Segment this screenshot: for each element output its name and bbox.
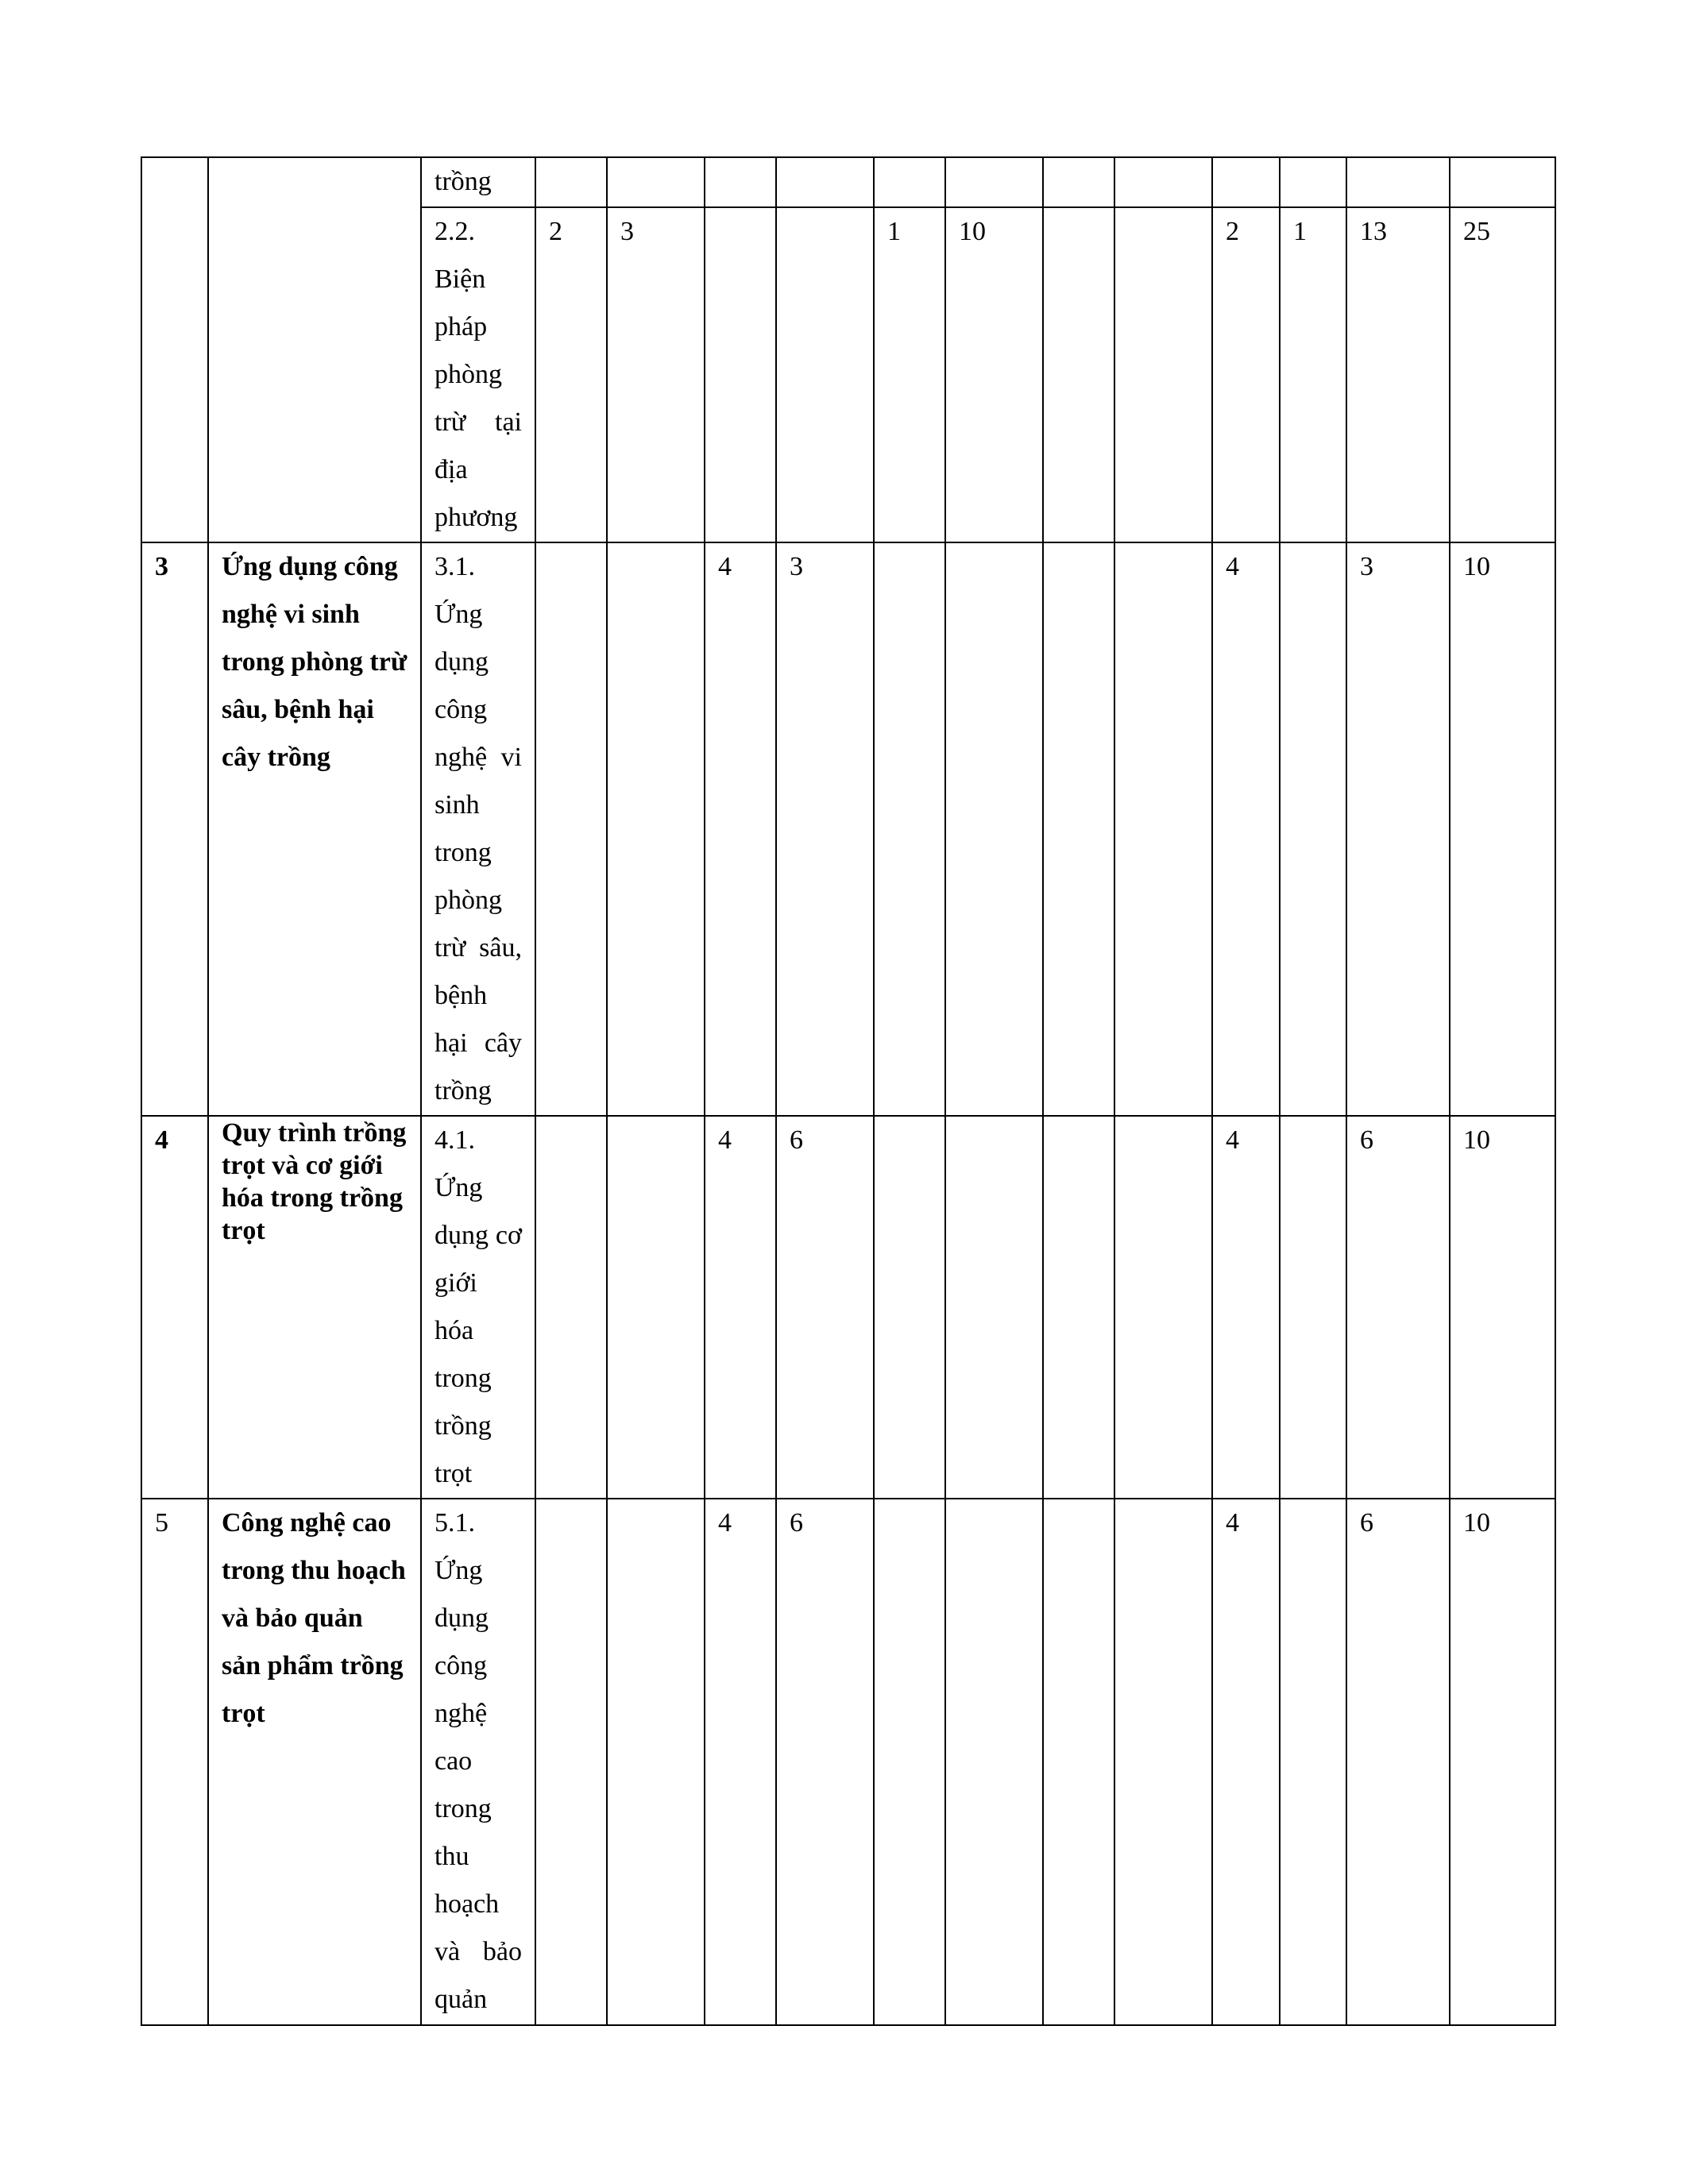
value-cell [535, 542, 607, 1116]
value-cell [1114, 542, 1212, 1116]
value-cell [1043, 207, 1114, 542]
value-cell [874, 1116, 945, 1499]
topic-cell [208, 157, 421, 542]
value-cell [1280, 542, 1346, 1116]
row-index-cell: 4 [141, 1116, 208, 1499]
value-cell [1114, 1116, 1212, 1499]
value-cell: 4 [1212, 1116, 1280, 1499]
value-cell [1043, 157, 1114, 207]
content-cell: 5.1. Ứng dụng công nghệ cao trong thu hoạch và bảo quản [421, 1499, 535, 2025]
row-index-cell [141, 157, 208, 542]
value-cell [1280, 1499, 1346, 2025]
assessment-matrix-table [141, 156, 1556, 2026]
matrix-body [141, 157, 1555, 2025]
value-cell [1114, 1499, 1212, 2025]
table-row [141, 542, 1555, 1116]
value-cell [1450, 157, 1555, 207]
value-cell [776, 157, 874, 207]
value-cell: 3 [607, 207, 705, 542]
value-cell [1114, 207, 1212, 542]
value-cell [607, 157, 705, 207]
value-cell [1043, 1116, 1114, 1499]
value-cell: 3 [776, 542, 874, 1116]
table-row [141, 157, 1555, 207]
value-cell: 2 [1212, 207, 1280, 542]
value-cell [535, 157, 607, 207]
value-cell: 6 [1346, 1116, 1450, 1499]
value-cell [535, 1116, 607, 1499]
value-cell [1346, 157, 1450, 207]
value-cell [945, 1499, 1043, 2025]
table-row [141, 1116, 1555, 1499]
value-cell: 2 [535, 207, 607, 542]
value-cell: 4 [1212, 542, 1280, 1116]
value-cell [1114, 157, 1212, 207]
value-cell [874, 542, 945, 1116]
value-cell [705, 157, 776, 207]
value-cell: 10 [945, 207, 1043, 542]
value-cell: 25 [1450, 207, 1555, 542]
value-cell: 10 [1450, 542, 1555, 1116]
content-cell: trồng [421, 157, 535, 207]
value-cell [945, 542, 1043, 1116]
value-cell [535, 1499, 607, 2025]
value-cell [945, 1116, 1043, 1499]
content-cell: 4.1. Ứng dụng cơ giới hóa trong trồng trọt [421, 1116, 535, 1499]
content-cell: 2.2. Biện pháp phòng trừ tại địa phương [421, 207, 535, 542]
content-cell: 3.1. Ứng dụng công nghệ vi sinh trong phòng trừ sâu, bệnh hại cây trồng [421, 542, 535, 1116]
row-index-cell: 3 [141, 542, 208, 1116]
value-cell: 3 [1346, 542, 1450, 1116]
value-cell: 4 [1212, 1499, 1280, 2025]
value-cell: 10 [1450, 1499, 1555, 2025]
value-cell: 6 [776, 1116, 874, 1499]
value-cell: 6 [776, 1499, 874, 2025]
value-cell: 4 [705, 542, 776, 1116]
value-cell: 1 [1280, 207, 1346, 542]
value-cell [874, 157, 945, 207]
value-cell [1043, 1499, 1114, 2025]
value-cell [607, 542, 705, 1116]
value-cell: 13 [1346, 207, 1450, 542]
value-cell: 1 [874, 207, 945, 542]
value-cell [1212, 157, 1280, 207]
value-cell: 4 [705, 1116, 776, 1499]
table-row [141, 1499, 1555, 2025]
value-cell: 10 [1450, 1116, 1555, 1499]
value-cell [607, 1116, 705, 1499]
topic-cell: Công nghệ cao trong thu hoạch và bảo quản sản phẩm trồng trọt [208, 1499, 421, 2025]
value-cell [607, 1499, 705, 2025]
value-cell [705, 207, 776, 542]
value-cell [945, 157, 1043, 207]
value-cell: 6 [1346, 1499, 1450, 2025]
value-cell [1280, 157, 1346, 207]
value-cell [1043, 542, 1114, 1116]
value-cell [776, 207, 874, 542]
value-cell [874, 1499, 945, 2025]
topic-cell: Ứng dụng công nghệ vi sinh trong phòng trừ sâu, bệnh hại cây trồng [208, 542, 421, 1116]
value-cell [1280, 1116, 1346, 1499]
topic-cell: Quy trình trồng trọt và cơ giới hóa trong trồng trọt [208, 1116, 421, 1499]
value-cell: 4 [705, 1499, 776, 2025]
row-index-cell: 5 [141, 1499, 208, 2025]
